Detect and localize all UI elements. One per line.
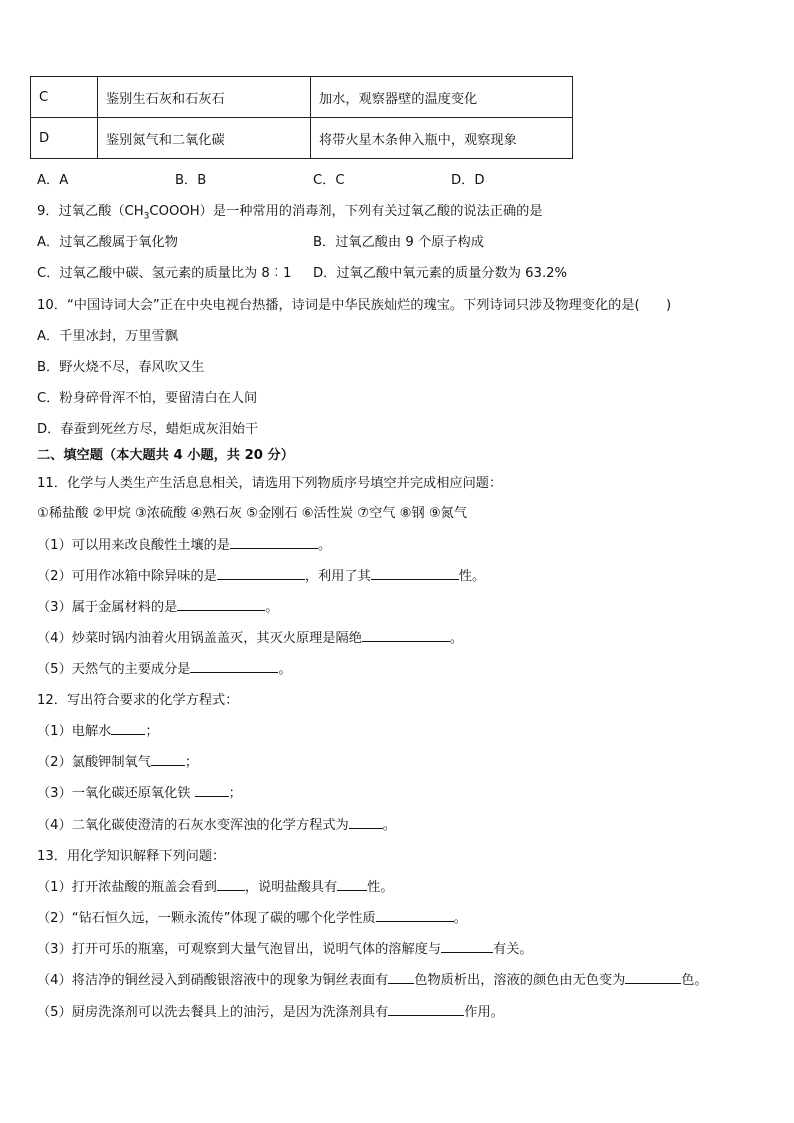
choice-b: B．过氧乙酸由 9 个原子构成 bbox=[313, 235, 484, 250]
experiment-method: 加水，观察器壁的温度变化 bbox=[311, 77, 573, 118]
q9-stem: 9．过氧乙酸$(CH_3COOOH)$是一种常用的消毒剂，下列有关过氧乙酸的说法正确的是 bbox=[37, 204, 543, 222]
answer-blank[interactable] bbox=[441, 940, 493, 953]
choice-c: C．过氧乙酸中碳、氢元素的质量比为 8︰1 bbox=[37, 266, 292, 281]
q10-choice-d: D．春蚕到死丝方尽，蜡炬成灰泪始干 bbox=[37, 422, 259, 437]
choice-b: B．B bbox=[175, 173, 207, 188]
answer-blank[interactable] bbox=[151, 753, 185, 766]
q11-part2: （2）可用作冰箱中除异味的是 ，利用了其 性。 bbox=[37, 569, 486, 584]
q11-part4: （4）炒菜时锅内油着火用锅盖盖灭，其灭火原理是隔绝 。 bbox=[37, 631, 464, 646]
experiment-purpose: 鉴别生石灰和石灰石 bbox=[98, 77, 311, 118]
q13-part4: （4）将洁净的铜丝浸入到硝酸银溶液中的现象为铜丝表面有 色物质析出，溶液的颜色由无色变为 色。 bbox=[37, 973, 708, 988]
q12-stem: 12．写出符合要求的化学方程式： bbox=[37, 693, 239, 708]
answer-blank[interactable] bbox=[217, 567, 305, 580]
q8-choices bbox=[37, 169, 589, 188]
q9-choices-row1 bbox=[37, 231, 589, 250]
option-label: C bbox=[31, 77, 98, 118]
q11-stem: 11．化学与人类生产生活息息相关，请选用下列物质序号填空并完成相应问题： bbox=[37, 476, 503, 491]
q13-part5: （5）厨房洗涤剂可以洗去餐具上的油污，是因为洗涤剂具有 作用。 bbox=[37, 1005, 504, 1020]
q10-choice-b: B．野火烧不尽，春风吹又生 bbox=[37, 360, 205, 375]
choice-a: A．A bbox=[37, 173, 69, 188]
q12-part4: （4）二氧化碳使澄清的石灰水变浑浊的化学方程式为 。 bbox=[37, 818, 396, 833]
answer-blank[interactable] bbox=[376, 909, 454, 922]
table-row bbox=[31, 118, 573, 159]
q13-part1: （1）打开浓盐酸的瓶盖会看到 ，说明盐酸具有 性。 bbox=[37, 880, 394, 895]
choice-d: D．D bbox=[451, 173, 485, 188]
answer-blank[interactable] bbox=[362, 629, 450, 642]
table-row bbox=[31, 77, 573, 118]
answer-blank[interactable] bbox=[625, 971, 681, 984]
option-label: D bbox=[31, 118, 98, 159]
section-heading: 二、填空题（本大题共 4 小题，共 20 分） bbox=[37, 448, 294, 463]
q12-part2: （2）氯酸钾制氧气 ； bbox=[37, 755, 199, 770]
q12-part3: （3）一氧化碳还原氧化铁 ； bbox=[37, 786, 242, 801]
answer-blank[interactable] bbox=[230, 536, 318, 549]
q11-part3: （3）属于金属材料的是 。 bbox=[37, 600, 279, 615]
answer-blank[interactable] bbox=[388, 971, 414, 984]
answer-blank[interactable] bbox=[371, 567, 459, 580]
q11-substances: ①稀盐酸 ②甲烷 ③浓硫酸 ④熟石灰 ⑤金刚石 ⑥活性炭 ⑦空气 ⑧钢 ⑨氮气 bbox=[37, 506, 468, 521]
q11-part5: （5）天然气的主要成分是 。 bbox=[37, 662, 292, 677]
experiment-options-table bbox=[30, 76, 573, 159]
q11-part1: （1）可以用来改良酸性土壤的是 。 bbox=[37, 538, 332, 553]
q9-choices-row2 bbox=[37, 262, 589, 281]
q10-choice-c: C．粉身碎骨浑不怕，要留清白在人间 bbox=[37, 391, 258, 406]
choice-a: A．过氧乙酸属于氧化物 bbox=[37, 235, 178, 250]
answer-blank[interactable] bbox=[111, 722, 145, 735]
experiment-purpose: 鉴别氮气和二氧化碳 bbox=[98, 118, 311, 159]
choice-d: D．过氧乙酸中氧元素的质量分数为 63.2% bbox=[313, 266, 568, 281]
answer-blank[interactable] bbox=[388, 1003, 464, 1016]
q13-stem: 13．用化学知识解释下列问题： bbox=[37, 849, 226, 864]
q12-part1: （1）电解水 ； bbox=[37, 724, 159, 739]
q13-part3: （3）打开可乐的瓶塞，可观察到大量气泡冒出，说明气体的溶解度与 有关。 bbox=[37, 942, 533, 957]
q10-choice-a: A．千里冰封，万里雪飘 bbox=[37, 329, 178, 344]
answer-blank[interactable] bbox=[217, 878, 245, 891]
experiment-method: 将带火星木条伸入瓶中，观察现象 bbox=[311, 118, 573, 159]
answer-blank[interactable] bbox=[190, 660, 278, 673]
choice-c: C．C bbox=[313, 173, 345, 188]
answer-blank[interactable] bbox=[195, 784, 229, 797]
answer-blank[interactable] bbox=[349, 816, 383, 829]
answer-blank[interactable] bbox=[177, 598, 265, 611]
q13-part2: （2）“钻石恒久远，一颗永流传”体现了碳的哪个化学性质 。 bbox=[37, 911, 467, 926]
answer-blank[interactable] bbox=[337, 878, 367, 891]
q10-stem: 10．“中国诗词大会”正在中央电视台热播，诗词是中华民族灿烂的瑰宝。下列诗词只涉及物理变化的是( ) bbox=[37, 298, 672, 313]
